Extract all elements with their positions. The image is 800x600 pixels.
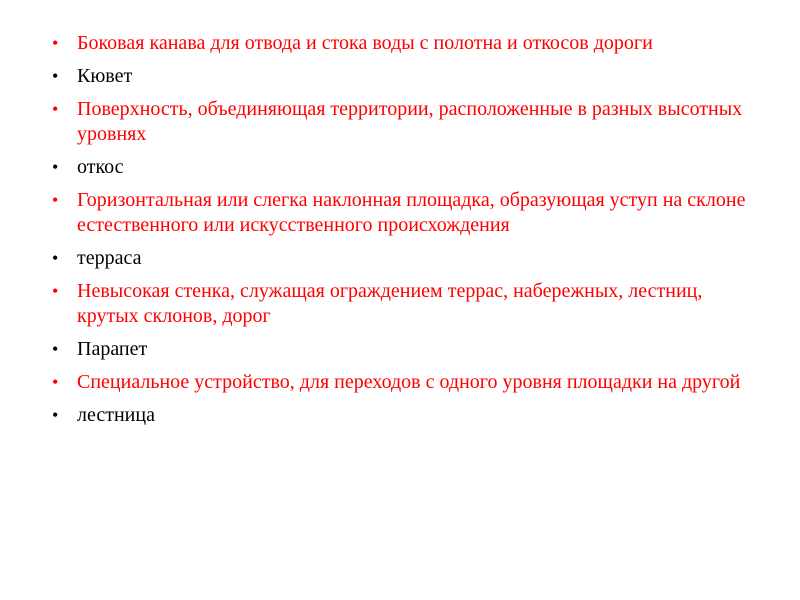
definition-item	[52, 97, 752, 147]
definition-text: Поверхность, объединяющая территории, расположенные в разных высотных уровнях	[77, 98, 743, 145]
bullet-icon: •	[52, 281, 59, 301]
definition-text: Боковая канава для отвода и стока воды с полотна и откосов дороги	[77, 32, 653, 54]
definition-item	[52, 188, 752, 238]
bullet-icon: •	[52, 248, 59, 268]
term-text: Кювет	[77, 65, 133, 87]
bullet-icon: •	[52, 157, 59, 177]
term-item	[52, 403, 752, 428]
term-item	[52, 64, 752, 89]
term-item	[52, 246, 752, 271]
term-text: терраса	[77, 247, 142, 269]
definition-item	[52, 31, 752, 56]
bullet-icon: •	[52, 190, 59, 210]
term-item	[52, 155, 752, 180]
bullet-icon: •	[52, 99, 59, 119]
definition-text: Невысокая стенка, служащая ограждением террас, набережных, лестниц, крутых склонов, дорог	[77, 280, 703, 327]
term-text: лестница	[77, 404, 155, 426]
bullet-icon: •	[52, 66, 59, 86]
definition-text: Горизонтальная или слегка наклонная площадка, образующая уступ на склоне естественного или искусственного происхождения	[77, 189, 746, 236]
term-text: Парапет	[77, 338, 148, 360]
bullet-icon: •	[52, 33, 59, 53]
term-item	[52, 337, 752, 362]
definition-item	[52, 370, 752, 395]
bullet-icon: •	[52, 405, 59, 425]
definition-text: Специальное устройство, для переходов с одного уровня площадки на другой	[77, 371, 741, 393]
definition-item	[52, 279, 752, 329]
term-text: откос	[77, 156, 124, 178]
bullet-list	[52, 31, 752, 436]
bullet-icon: •	[52, 339, 59, 359]
bullet-icon: •	[52, 372, 59, 392]
